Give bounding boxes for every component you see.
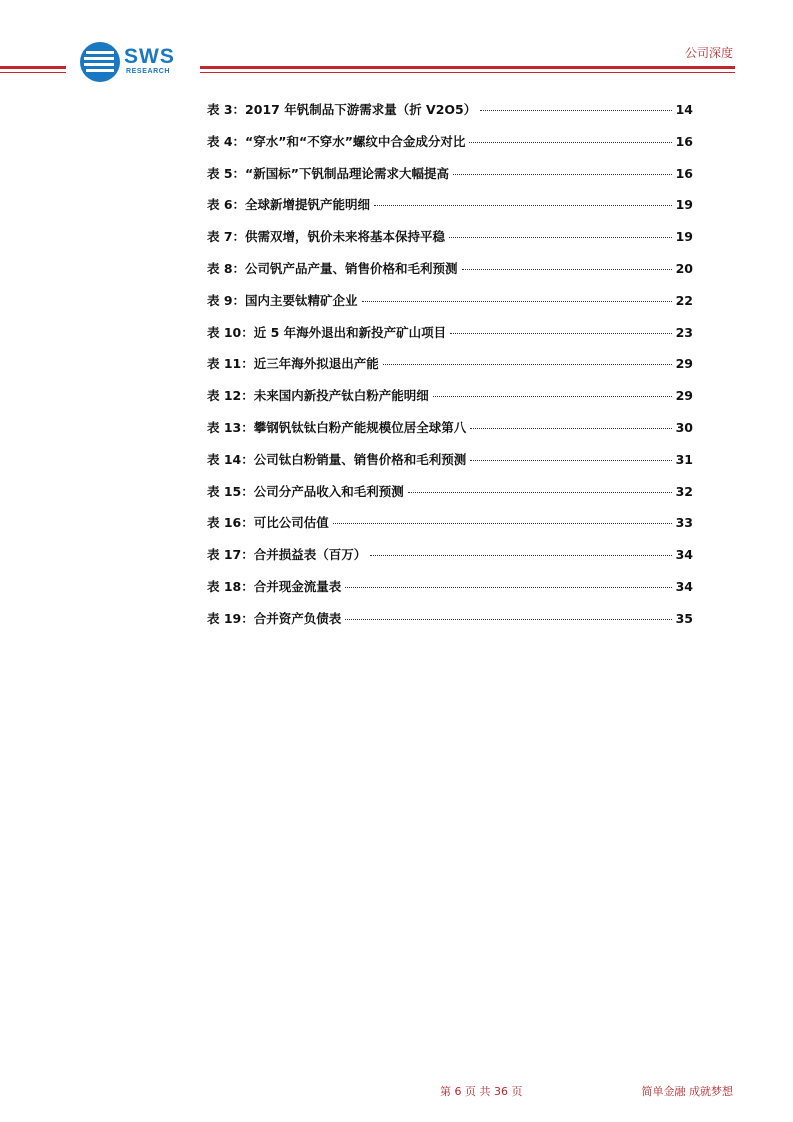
toc-entry-label: 表 3：2017 年钒制品下游需求量（折 V2O5）: [207, 102, 477, 117]
footer-slogan: 简单金融 成就梦想: [641, 1085, 733, 1098]
toc-entry-page: 19: [675, 197, 693, 213]
toc-leader-dots: [345, 587, 671, 588]
toc-entry[interactable]: [207, 354, 693, 386]
toc-leader-dots: [462, 269, 672, 270]
sws-logo: [80, 42, 190, 82]
toc-leader-dots: [470, 428, 671, 429]
logo-subtext: RESEARCH: [126, 68, 171, 75]
toc-entry-label: 表 6：全球新增提钒产能明细: [207, 197, 371, 213]
toc-entry-label: 表 14：公司钛白粉销量、销售价格和毛利预测: [207, 451, 467, 467]
toc-entry[interactable]: [207, 227, 693, 259]
toc-leader-dots: [345, 619, 671, 620]
toc-entry-page: 33: [675, 515, 693, 531]
toc-leader-dots: [470, 460, 671, 461]
toc-entry-label: 表 13：攀钢钒钛钛白粉产能规模位居全球第八: [207, 419, 467, 435]
toc-entry-page: 34: [675, 547, 693, 563]
toc-entry[interactable]: [207, 386, 693, 418]
header-rule-left: [0, 66, 66, 69]
toc-leader-dots: [383, 364, 672, 365]
toc-entry-page: 16: [675, 133, 693, 149]
toc-entry-label: 表 10：近 5 年海外退出和新投产矿山项目: [207, 324, 447, 340]
toc-entry-label: 表 15：公司分产品收入和毛利预测: [207, 483, 404, 499]
toc-leader-dots: [333, 523, 672, 524]
toc-entry-label: 表 4：“穿水”和“不穿水”螺纹中合金成分对比: [207, 133, 466, 149]
toc-entry-page: 29: [675, 388, 693, 404]
toc-entry[interactable]: [207, 450, 693, 482]
toc-entry[interactable]: [207, 164, 693, 196]
toc-leader-dots: [433, 396, 672, 397]
toc-entry-page: 32: [675, 483, 693, 499]
toc-entry-page: 29: [675, 356, 693, 372]
toc-entry-page: 16: [675, 165, 693, 181]
toc-entry[interactable]: [207, 482, 693, 514]
toc-entry[interactable]: [207, 513, 693, 545]
header-rule-left-thin: [0, 72, 66, 73]
toc-entry-label: 表 8：公司钒产品产量、销售价格和毛利预测: [207, 260, 458, 276]
toc-leader-dots: [453, 174, 672, 175]
toc-leader-dots: [450, 333, 671, 334]
toc-entry-page: 31: [675, 451, 693, 467]
toc-entry-label: 表 5：“新国标”下钒制品理论需求大幅提高: [207, 165, 449, 181]
toc-entry-label: 表 9：国内主要钛精矿企业: [207, 292, 358, 308]
toc-entry-page: 19: [675, 229, 693, 245]
toc-entry-page: 34: [675, 578, 693, 594]
toc-leader-dots: [408, 492, 672, 493]
toc-entry-label: 表 19：合并资产负债表: [207, 610, 342, 626]
toc-entry[interactable]: [207, 577, 693, 609]
toc-entry-label: 表 7：供需双增，钒价未来将基本保持平稳: [207, 229, 446, 245]
header-rule-right-thin: [200, 72, 735, 73]
header-rule-right: [200, 66, 735, 69]
logo-emblem-icon: [80, 42, 120, 82]
toc-leader-dots: [449, 237, 672, 238]
toc-entry[interactable]: [207, 132, 693, 164]
toc-entry[interactable]: [207, 323, 693, 355]
toc-entry-page: 22: [675, 292, 693, 308]
toc-leader-dots: [370, 555, 671, 556]
toc-leader-dots: [374, 205, 672, 206]
toc-entry[interactable]: [207, 100, 693, 132]
toc-entry-page: 30: [675, 419, 693, 435]
toc-entry[interactable]: [207, 195, 693, 227]
toc-entry-page: 35: [675, 610, 693, 626]
toc-entry-page: 14: [675, 102, 693, 117]
toc-leader-dots: [469, 142, 671, 143]
toc-entry[interactable]: [207, 259, 693, 291]
toc-entry-label: 表 12：未来国内新投产钛白粉产能明细: [207, 388, 429, 404]
section-label: 公司深度: [684, 46, 733, 60]
toc-entry[interactable]: [207, 291, 693, 323]
toc-entry-page: 23: [675, 324, 693, 340]
page-number: 第 6 页 共 36 页: [440, 1085, 523, 1098]
toc-entry-label: 表 18：合并现金流量表: [207, 578, 342, 594]
toc-entry[interactable]: [207, 609, 693, 641]
table-of-figures: [207, 100, 693, 641]
toc-entry[interactable]: [207, 545, 693, 577]
toc-entry-label: 表 16：可比公司估值: [207, 515, 329, 531]
toc-entry-label: 表 17：合并损益表（百万）: [207, 547, 367, 563]
toc-entry-label: 表 11：近三年海外拟退出产能: [207, 356, 379, 372]
toc-leader-dots: [480, 110, 671, 111]
toc-entry[interactable]: [207, 418, 693, 450]
toc-entry-page: 20: [675, 260, 693, 276]
toc-leader-dots: [362, 301, 672, 302]
logo-text: SWS: [124, 45, 175, 68]
